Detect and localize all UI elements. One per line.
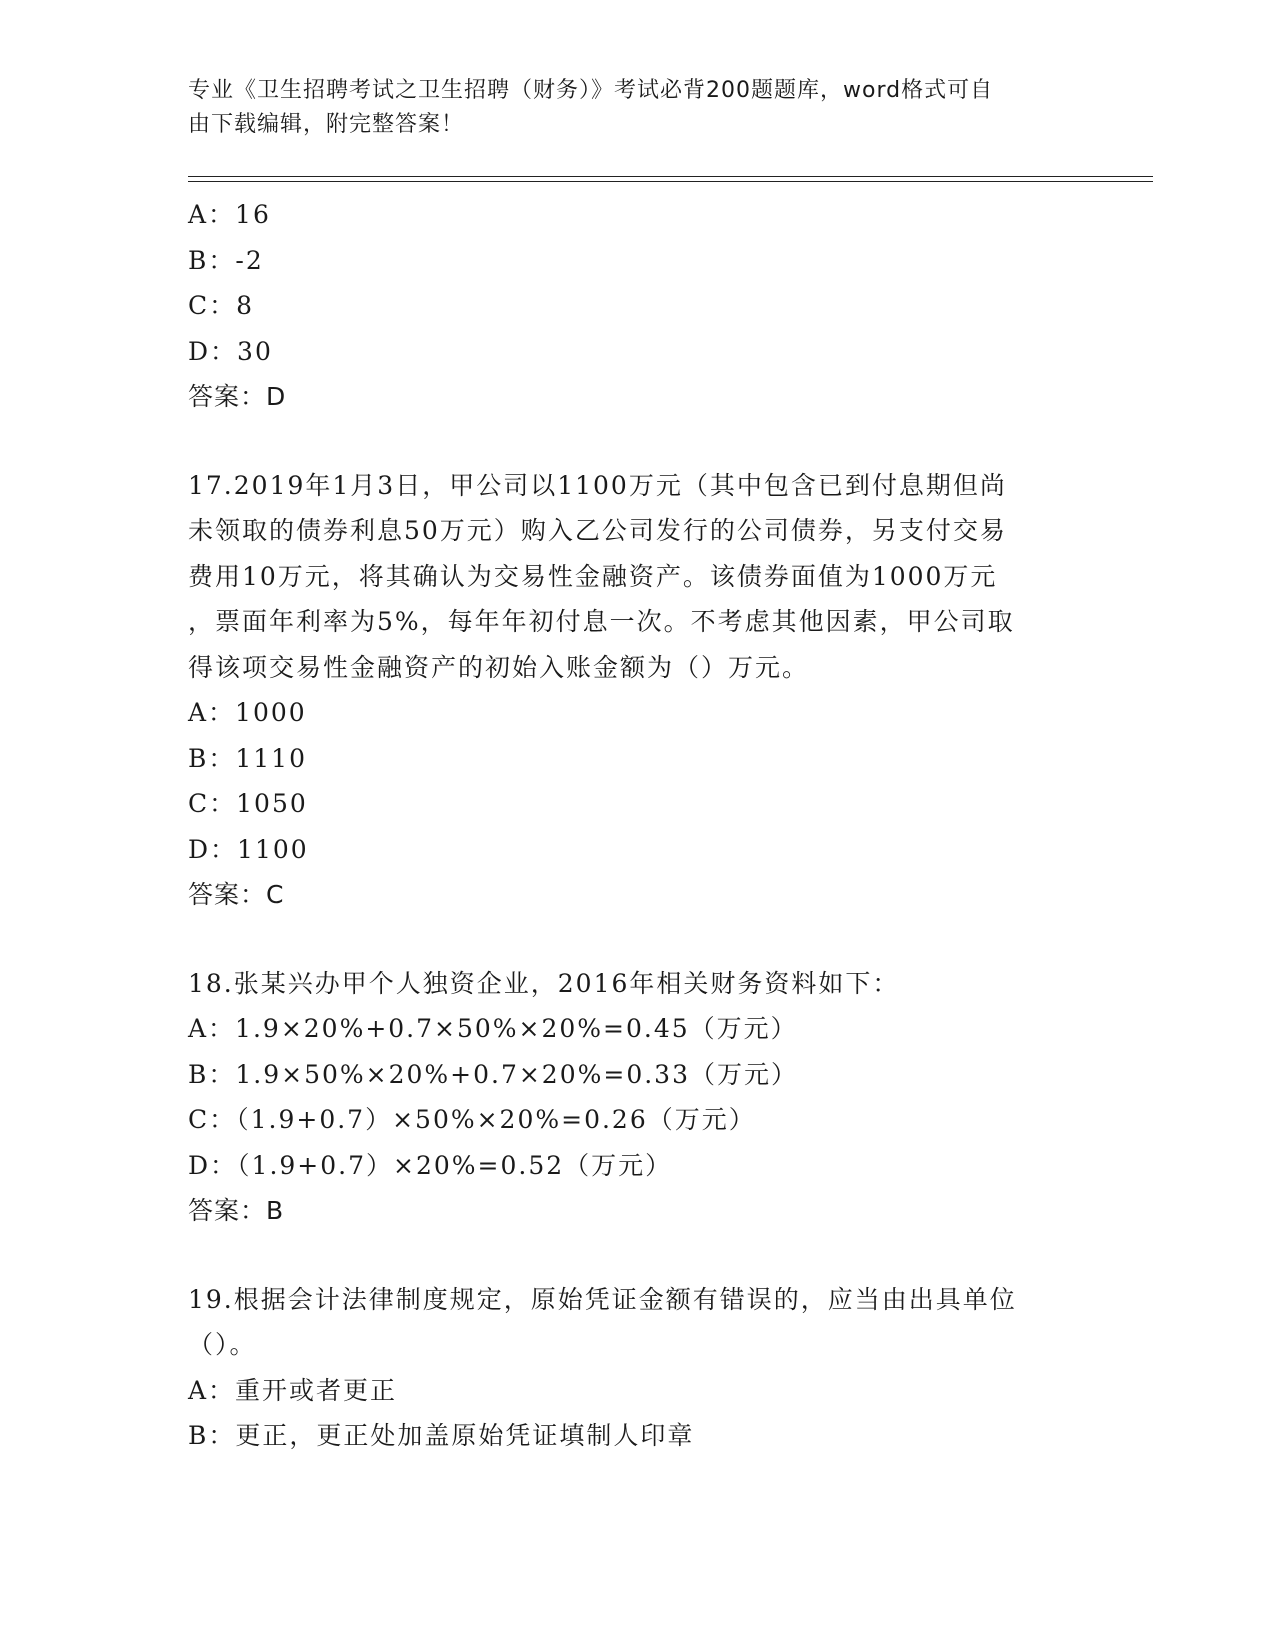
- option-c: C：（1.9+0.7）×50%×20%=0.26（万元）: [188, 1105, 756, 1134]
- option-b: B：1.9×50%×20%+0.7×20%=0.33（万元）: [188, 1059, 798, 1089]
- option-a: A：16: [188, 200, 271, 229]
- question-spacer: [188, 420, 1068, 463]
- question-stem-line: （）。: [188, 1330, 257, 1359]
- question-spacer: [188, 1234, 1068, 1277]
- option-d: D：（1.9+0.7）×20%=0.52（万元）: [188, 1150, 673, 1180]
- document-header: [188, 74, 1068, 142]
- option-d: D：1100: [188, 834, 309, 864]
- answer-line: 答案：D: [188, 382, 287, 411]
- question-stem-line: 19.根据会计法律制度规定，原始凭证金额有错误的，应当由出具单位: [188, 1284, 1017, 1314]
- answer-line: 答案：C: [188, 880, 285, 909]
- option-c: C：1050: [188, 789, 308, 818]
- question-list: [188, 192, 1068, 1459]
- option-b: B：-2: [188, 245, 264, 275]
- option-d: D：30: [188, 336, 273, 366]
- question-stem-line: 得该项交易性金融资产的初始入账金额为（）万元。: [188, 652, 810, 682]
- header-line-2: 由下载编辑，附完整答案！: [188, 112, 465, 137]
- header-divider-top: [188, 176, 1153, 177]
- question-stem-line: 18.张某兴办甲个人独资企业，2016年相关财务资料如下：: [188, 968, 900, 998]
- option-a: A：1.9×20%+0.7×50%×20%=0.45（万元）: [188, 1014, 798, 1043]
- question-17: [188, 463, 1068, 918]
- answer-line: 答案：B: [188, 1196, 285, 1225]
- option-a: A：重开或者更正: [188, 1375, 398, 1405]
- question-stem-line: 未领取的债券利息50万元）购入乙公司发行的公司债券，另支付交易: [188, 516, 1007, 545]
- question-stem-line: 费用10万元，将其确认为交易性金融资产。该债券面值为1000万元: [188, 561, 998, 591]
- question-stem-line: ，票面年利率为5%，每年年初付息一次。不考虑其他因素，甲公司取: [188, 607, 1015, 636]
- question-19: [188, 1277, 1068, 1459]
- header-divider-bottom: [188, 181, 1153, 182]
- header-line-1: 专业《卫生招聘考试之卫生招聘（财务）》考试必背200题题库，word格式可自: [188, 78, 994, 103]
- question-18: [188, 961, 1068, 1234]
- question-spacer: [188, 918, 1068, 961]
- question-stem-line: 17.2019年1月3日，甲公司以1100万元（其中包含已到付息期但尚: [188, 470, 1007, 500]
- question-16: [188, 192, 1068, 420]
- option-b: B：1110: [188, 743, 307, 773]
- option-b: B：更正，更正处加盖原始凭证填制人印章: [188, 1421, 695, 1450]
- option-a: A：1000: [188, 698, 307, 727]
- option-c: C：8: [188, 291, 255, 320]
